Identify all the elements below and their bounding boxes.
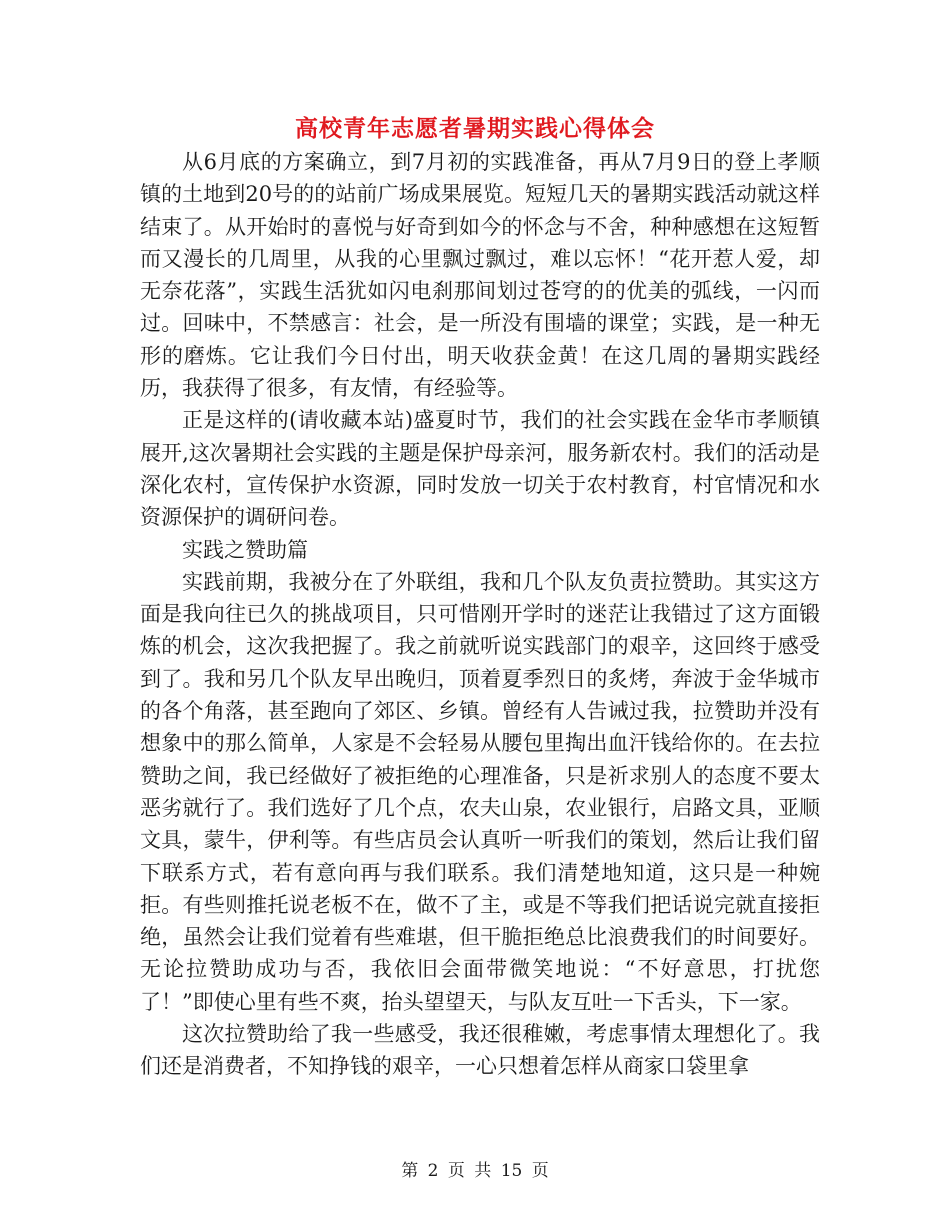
paragraph: 这次拉赞助给了我一些感受，我还很稚嫩，考虑事情太理想化了。我们还是消费者，不知挣钱的艰辛，一心只想着怎样从商家口袋里拿: [140, 1022, 820, 1079]
paragraph: 正是这样的(请收藏本站)盛夏时节，我们的社会实践在金华市孝顺镇展开,这次暑期社会实践的主题是保护母亲河，服务新农村。我们的活动是深化农村，宣传保护水资源，同时发放一切关于农村教育，村官情况和水资源保护的调研问卷。: [140, 408, 820, 530]
document-title: 高校青年志愿者暑期实践心得体会: [295, 115, 655, 142]
section-heading: 实践之赞助篇: [182, 537, 308, 562]
paragraph: 从6月底的方案确立，到7月初的实践准备，再从7月9日的登上孝顺镇的土地到20号的的站前广场成果展览。短短几天的暑期实践活动就这样结束了。从开始时的喜悦与好奇到如今的怀念与不舍，种种感想在这短暂而又漫长的几周里，从我的心里飘过飘过，难以忘怀！“花开惹人爱，却无奈花落”，实践生活犹如闪电刹那间划过苍穹的的优美的弧线，一闪而过。回味中，不禁感言：社会，是一所没有围墙的课堂；实践，是一种无形的磨炼。它让我们今日付出，明天收获金黄！在这几周的暑期实践经历，我获得了很多，有友情，有经验等。: [140, 150, 820, 401]
paragraph: 实践前期，我被分在了外联组，我和几个队友负责拉赞助。其实这方面是我向往已久的挑战项目，只可惜刚开学时的迷茫让我错过了这方面锻炼的机会，这次我把握了。我之前就听说实践部门的艰辛，这回终于感受到了。我和另几个队友早出晚归，顶着夏季烈日的炙烤，奔波于金华城市的各个角落，甚至跑向了郊区、乡镇。曾经有人告诫过我，拉赞助并没有想象中的那么简单，人家是不会轻易从腰包里掏出血汗钱给你的。在去拉赞助之间，我已经做好了被拒绝的心理准备，只是祈求别人的态度不要太恶劣就行了。我们选好了几个点，农夫山泉，农业银行，启路文具，亚顺文具，蒙牛，伊利等。有些店员会认真听一听我们的策划，然后让我们留下联系方式，若有意向再与我们联系。我们清楚地知道，这只是一种婉拒。有些则推托说老板不在，做不了主，或是不等我们把话说完就直接拒绝，虽然会让我们觉着有些难堪，但干脆拒绝总比浪费我们的时间要好。无论拉赞助成功与否，我依旧会面带微笑地说：“不好意思，打扰您了！”即使心里有些不爽，抬头望望天，与队友互吐一下舌头，下一家。: [140, 569, 820, 1014]
page-number-footer: 第 2 页 共 15 页: [401, 1161, 549, 1181]
document-body: [140, 146, 820, 1083]
